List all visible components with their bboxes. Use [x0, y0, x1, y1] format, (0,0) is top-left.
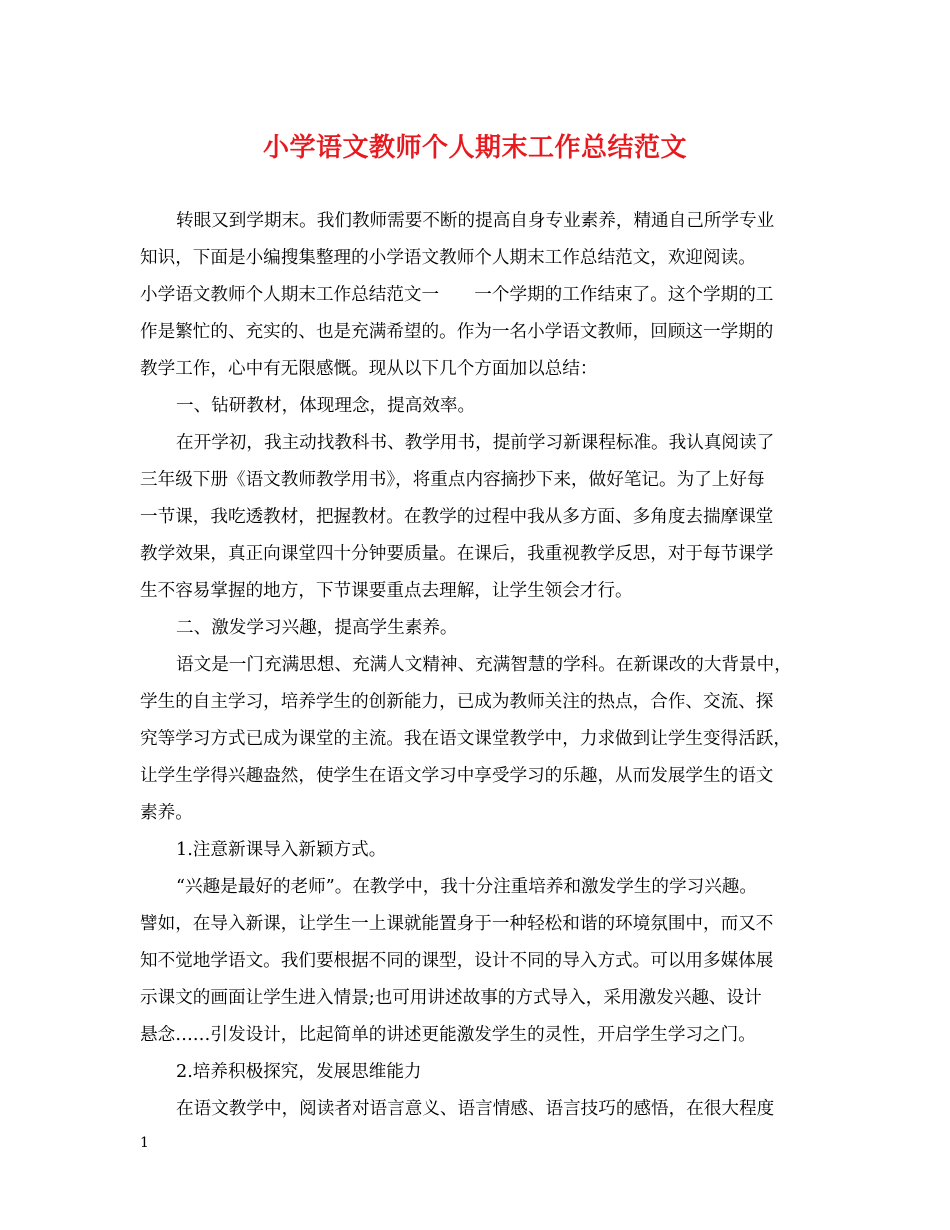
paragraph-line: 生不容易掌握的地方，下节课要重点去理解，让学生领会才行。	[140, 581, 633, 601]
subsection-heading: 2.培养积极探究，发展思维能力	[176, 1062, 422, 1082]
paragraph-line: 作是繁忙的、充实的、也是充满希望的。作为一名小学语文教师，回顾这一学期的	[140, 322, 774, 342]
section-heading: 二、激发学习兴趣，提高学生素养。	[176, 618, 458, 638]
paragraph-line: 一节课，我吃透教材，把握教材。在教学的过程中我从多方面、多角度去揣摩课堂	[140, 507, 774, 527]
section-heading: 一、钻研教材，体现理念，提高效率。	[176, 396, 476, 416]
paragraph-line: 让学生学得兴趣盎然，使学生在语文学习中享受学习的乐趣，从而发展学生的语文	[140, 766, 774, 786]
paragraph-line: 示课文的画面让学生进入情景;也可用讲述故事的方式导入，采用激发兴趣、设计	[140, 988, 762, 1008]
paragraph-line: 教学效果，真正向课堂四十分钟要质量。在课后，我重视教学反思，对于每节课学	[140, 544, 774, 564]
page-number: 1	[140, 1135, 149, 1151]
document-title: 小学语文教师个人期末工作总结范文	[262, 133, 687, 163]
paragraph-line: 在开学初，我主动找教科书、教学用书，提前学习新课程标准。我认真阅读了	[176, 433, 775, 453]
paragraph-line: 小学语文教师个人期末工作总结范文一 一个学期的工作结束了。这个学期的工	[140, 285, 774, 305]
paragraph-line: 教学工作，心中有无限感慨。现从以下几个方面加以总结：	[140, 359, 598, 379]
paragraph-line: “兴趣是最好的老师”。在教学中，我十分注重培养和激发学生的学习兴趣。	[176, 877, 757, 897]
paragraph-line: 三年级下册《语文教师教学用书》，将重点内容摘抄下来，做好笔记。为了上好每	[140, 470, 765, 490]
paragraph-line: 在语文教学中，阅读者对语言意义、语言情感、语言技巧的感悟，在很大程度	[176, 1099, 775, 1119]
paragraph-line: 语文是一门充满思想、充满人文精神、充满智慧的学科。在新课改的大背景中，	[176, 655, 792, 675]
paragraph-line: 譬如，在导入新课，让学生一上课就能置身于一种轻松和谐的环境氛围中，而又不	[140, 914, 774, 934]
paragraph-line: 素养。	[140, 803, 193, 823]
paragraph-line: 学生的自主学习，培养学生的创新能力，已成为教师关注的热点，合作、交流、探	[140, 692, 774, 712]
paragraph-line: 转眼又到学期末。我们教师需要不断的提高自身专业素养，精通自己所学专业	[176, 211, 775, 231]
subsection-heading: 1.注意新课导入新颖方式。	[176, 840, 387, 860]
paragraph-line: 究等学习方式已成为课堂的主流。我在语文课堂教学中，力求做到让学生变得活跃，	[140, 729, 791, 749]
paragraph-line: 悬念……引发设计，比起简单的讲述更能激发学生的灵性，开启学生学习之门。	[140, 1025, 756, 1045]
paragraph-line: 知不觉地学语文。我们要根据不同的课型，设计不同的导入方式。可以用多媒体展	[140, 951, 774, 971]
paragraph-line: 知识，下面是小编搜集整理的小学语文教师个人期末工作总结范文，欢迎阅读。	[140, 248, 756, 268]
